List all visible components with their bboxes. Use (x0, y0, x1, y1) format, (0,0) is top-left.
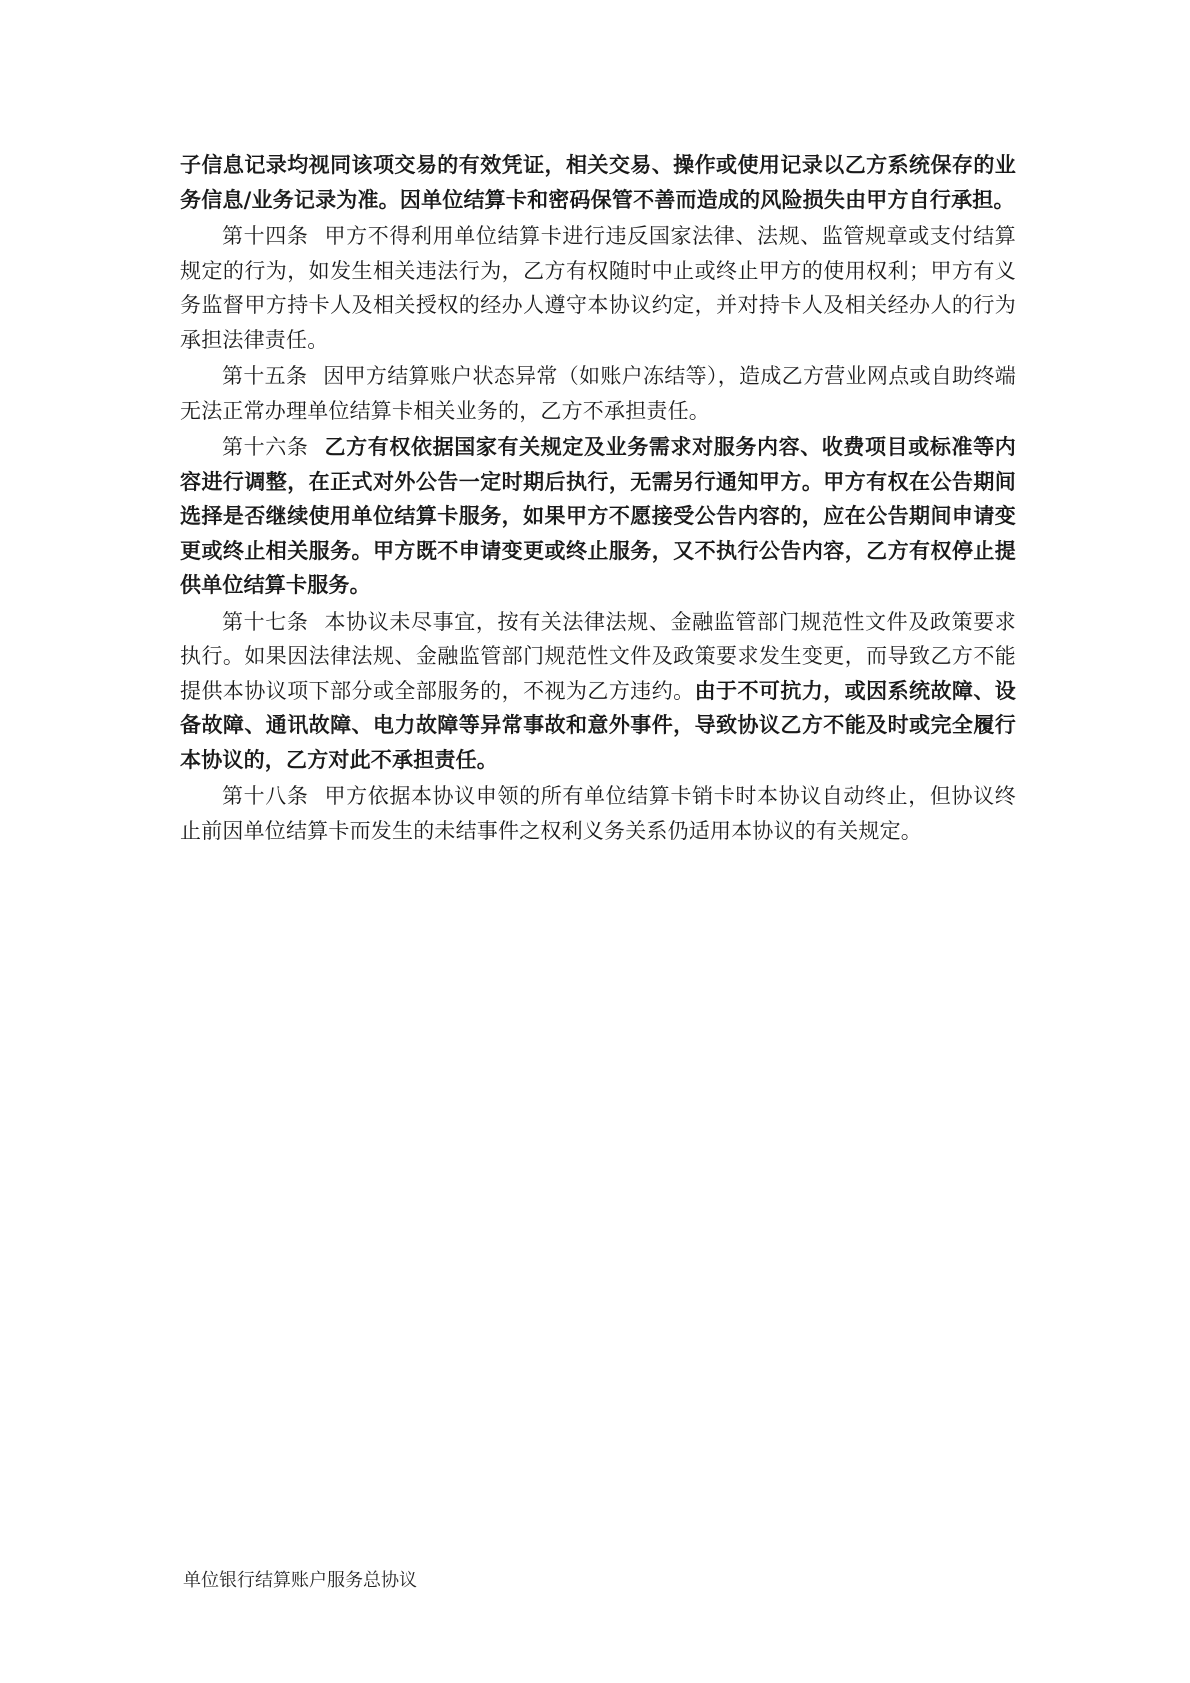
article-18 (180, 779, 1016, 848)
article-number: 第十四条 (222, 224, 309, 248)
article-15 (180, 359, 1016, 428)
paragraph-text: 本协议未尽事宜，按有关法律法规、金融监管部门规范性文件及政策要求执行。如果因法律法规、金融监管部门规范性文件及政策要求发生变更，而导致乙方不能提供本协议项下部分或全部服务的，不视为乙方违约。 (180, 609, 1016, 703)
paragraph-text-bold: 由于不可抗力，或因系统故障、设备故障、通讯故障、电力故障等异常事故和意外事件，导致协议乙方不能及时或完全履行本协议的，乙方对此不承担责任。 (180, 677, 1016, 772)
paragraph-text: 甲方不得利用单位结算卡进行违反国家法律、法规、监管规章或支付结算规定的行为，如发生相关违法行为，乙方有权随时中止或终止甲方的使用权利；甲方有义务监督甲方持卡人及相关授权的经办人遵守本协议约定，并对持卡人及相关经办人的行为承担法律责任。 (180, 224, 1016, 352)
paragraph-continuation (180, 148, 1016, 217)
paragraph-text: 子信息记录均视同该项交易的有效凭证，相关交易、操作或使用记录以乙方系统保存的业务信息/业务记录为准。因单位结算卡和密码保管不善而造成的风险损失由甲方自行承担。 (180, 152, 1016, 212)
paragraph-text: 乙方有权依据国家有关规定及业务需求对服务内容、收费项目或标准等内容进行调整，在正式对外公告一定时期后执行，无需另行通知甲方。甲方有权在公告期间选择是否继续使用单位结算卡服务，如果甲方不愿接受公告内容的，应在公告期间申请变更或终止相关服务。甲方既不申请变更或终止服务，又不执行公告内容，乙方有权停止提供单位结算卡服务。 (180, 434, 1016, 597)
article-number: 第十八条 (222, 784, 309, 808)
paragraph-text: 甲方依据本协议申领的所有单位结算卡销卡时本协议自动终止，但协议终止前因单位结算卡而发生的未结事件之权利义务关系仍适用本协议的有关规定。 (180, 784, 1016, 843)
agreement-body (180, 148, 1016, 850)
article-17 (180, 605, 1016, 778)
article-number: 第十五条 (222, 364, 308, 388)
article-number: 第十七条 (222, 609, 309, 634)
page-footer: 单位银行结算账户服务总协议 (183, 1570, 417, 1591)
article-16 (180, 430, 1016, 603)
article-14 (180, 219, 1016, 357)
article-number: 第十六条 (222, 435, 309, 459)
paragraph-text: 因甲方结算账户状态异常（如账户冻结等），造成乙方营业网点或自助终端无法正常办理单位结算卡相关业务的，乙方不承担责任。 (180, 364, 1016, 423)
